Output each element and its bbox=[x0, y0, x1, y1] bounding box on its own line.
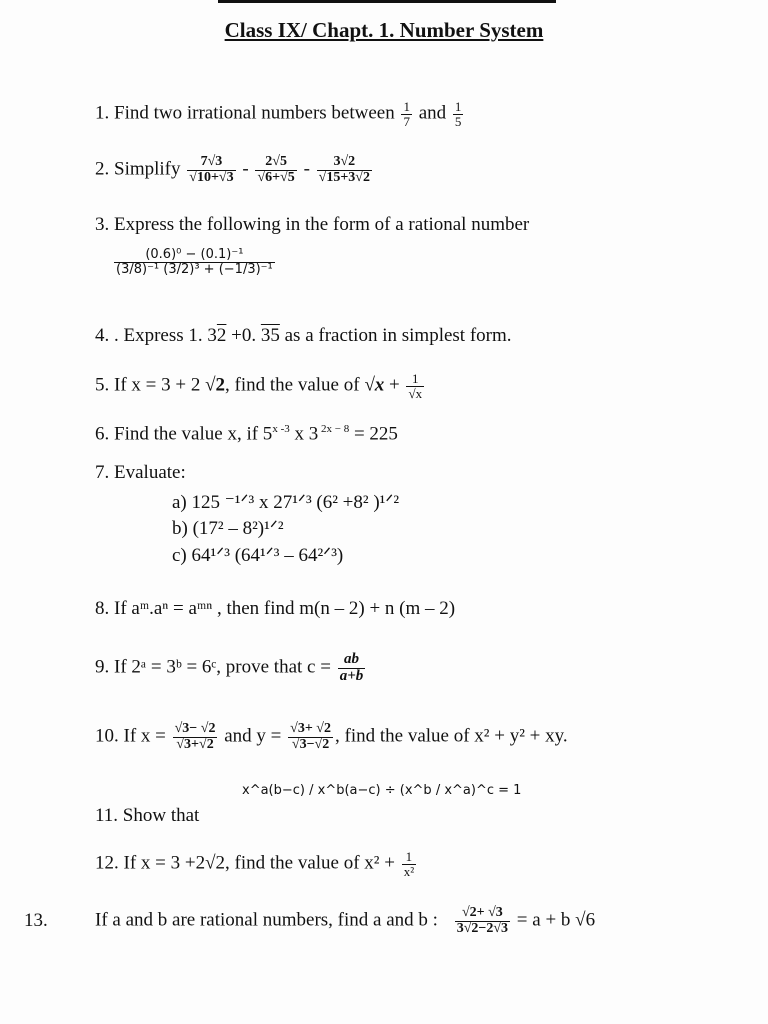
q1-fraction-2: $\frac{1}{5}$ bbox=[454, 99, 462, 129]
q11-expression: x^a(b−c) / x^b(a−c) ÷ (x^b / x^a)^c = 1 bbox=[242, 783, 522, 798]
q2-term-3: $\frac{3√2}{√15+3√2}$ bbox=[318, 154, 370, 185]
q1-text: 1. Find two irrational numbers between bbox=[95, 102, 395, 124]
question-6: 6. Find the value x, if 5$^{x -3}$ x 3 $^{2x - 8}$ = 225 bbox=[95, 423, 398, 445]
q7-part-a: a) 125 ⁻¹ᐟ³ x 27¹ᐟ³ (6² +8² )¹ᐟ² bbox=[172, 492, 400, 513]
q10-y-fraction: $\frac{√3+ √2}{√3-√2}$ bbox=[290, 721, 331, 752]
q7-part-c: c) 64¹ᐟ³ (64¹ᐟ³ – 64²ᐟ³) bbox=[172, 545, 344, 566]
q2-term-1: $\frac{7√3}{√10+√3}$ bbox=[189, 154, 234, 185]
q3-expression: $\frac{\text{(0.6)⁰ − (0.1)⁻¹}}{\text{(3/8)⁻¹ (3/2)³ + (−1/3)⁻¹}}$ bbox=[116, 247, 273, 277]
q5-fraction: $\frac{1}{√x}$ bbox=[408, 371, 423, 401]
q12-fraction: $\frac{1}{\text{x²}}$ bbox=[403, 849, 415, 879]
question-11: 11. Show that bbox=[95, 805, 200, 826]
top-rule bbox=[218, 0, 556, 3]
question-9: 9. If 2ᵃ = 3ᵇ = 6ᶜ, prove that c = $\frac{ab}{a+b}$ bbox=[95, 651, 364, 684]
question-8: 8. If aᵐ.aⁿ = aᵐⁿ , then find m(n – 2) + n (m – 2) bbox=[95, 598, 456, 619]
question-12: 12. If x = 3 +2√2, find the value of x² + $\frac{1}{\text{x²}}$ bbox=[95, 849, 415, 879]
question-4: 4. . Express 1. 32 +0. 35 as a fraction in simplest form. bbox=[95, 325, 512, 346]
page-title: Class IX/ Chapt. 1. Number System bbox=[224, 18, 544, 42]
q13-fraction: $\frac{√2+ √3}{3√2-2√3}$ bbox=[456, 905, 509, 936]
question-10: 10. If x = $\frac{√3- √2}{√3+√2}$ and y = $\frac{√3+ √2}{√3-√2}$ , find the value of x² + y² + xy. bbox=[95, 721, 568, 752]
question-7: 7. Evaluate: bbox=[95, 462, 186, 483]
q1-fraction-1: $\frac{1}{7}$ bbox=[403, 99, 410, 129]
question-1: 1. Find two irrational numbers between $\frac{1}{7}$ and $\frac{1}{5}$ bbox=[95, 99, 462, 129]
question-13: If a and b are rational numbers, find a and b : $\frac{√2+ √3}{3√2-2√3}$ = a + b √6 bbox=[95, 905, 596, 936]
q7-part-b: b) (17² – 8²)¹ᐟ² bbox=[172, 518, 284, 539]
q2-term-2: $\frac{2√5}{√6+√5}$ bbox=[257, 154, 295, 185]
question-2: 2. Simplify $\frac{7√3}{√10+√3}$ - $\frac{2√5}{√6+√5}$ - $\frac{3√2}{√15+3√2}$ bbox=[95, 154, 370, 185]
q10-x-fraction: $\frac{√3- √2}{√3+√2}$ bbox=[174, 721, 216, 752]
question-5: 5. If x = 3 + 2 √2, find the value of √x + $\frac{1}{√x}$ bbox=[95, 371, 423, 401]
question-3: 3. Express the following in the form of a rational number bbox=[95, 214, 530, 235]
q9-fraction: $\frac{ab}{a+b}$ bbox=[339, 651, 364, 684]
question-13-number: 13. bbox=[24, 910, 48, 931]
